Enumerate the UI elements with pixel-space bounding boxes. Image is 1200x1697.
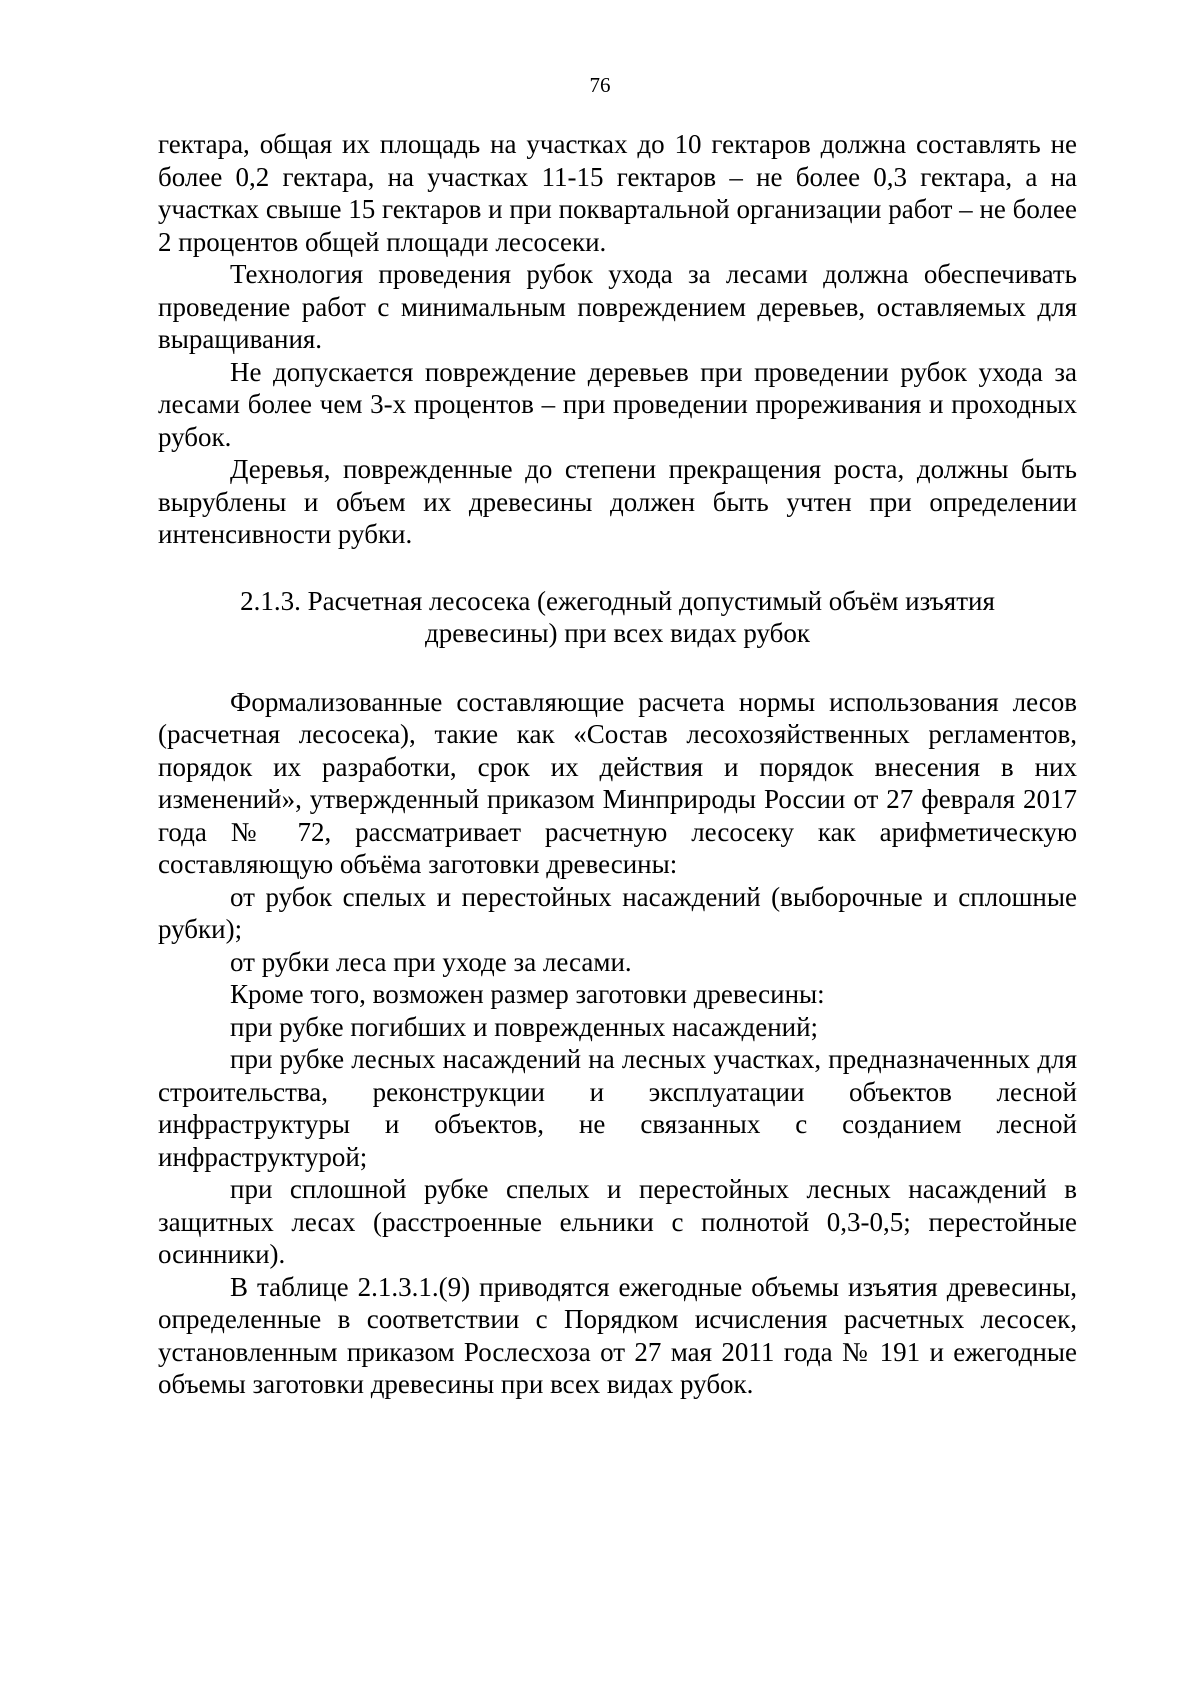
list-item-mature-stands: от рубок спелых и перестойных насаждений (выборочные и сплошные рубки);: [158, 881, 1077, 944]
paragraph-table-reference: В таблице 2.1.3.1.(9) приводятся ежегодные объемы изъятия древесины, определенные в соответствии с Порядком исчисления расчетных лесосек, установленным приказом Рослесхоза от 27 мая 2011 года № 191 и ежегодные объемы заготовки древесины при всех видах рубок.: [158, 1271, 1077, 1399]
page-number: 76: [589, 73, 611, 97]
section-heading-line-2: древесины) при всех видах рубок: [425, 618, 810, 648]
list-item-infrastructure: при рубке лесных насаждений на лесных участках, предназначенных для строительства, реконструкции и эксплуатации объектов лесной инфраструктуры и объектов, не связанных с созданием лесной инфраструктурой;: [158, 1044, 1077, 1172]
paragraph-additionally: Кроме того, возможен размер заготовки древесины:: [230, 979, 825, 1009]
paragraph-damage-limit: Не допускается повреждение деревьев при проведении рубок ухода за лесами более чем 3-х процентов – при проведении прореживания и проходных рубок.: [158, 356, 1077, 452]
paragraph-formalized-components: Формализованные составляющие расчета нормы использования лесов (расчетная лесосека), такие как «Состав лесохозяйственных регламентов, порядок их разработки, срок их действия и порядок внесения в них изменений», утвержденный приказом Минприроды России от 27 февраля 2017 года № 72, рассматривает расчетную лесосеку как арифметическую составляющую объёма заготовки древесины:: [158, 686, 1077, 879]
section-heading: [158, 585, 1077, 650]
list-item-protective-forests: при сплошной рубке спелых и перестойных лесных насаждений в защитных лесах (расстроенные ельники с полнотой 0,3-0,5; перестойные осинники).: [158, 1174, 1077, 1269]
section-heading-line-1: 2.1.3. Расчетная лесосека (ежегодный допустимый объём изъятия: [240, 585, 995, 616]
paragraph-technology: Технология проведения рубок ухода за лесами должна обеспечивать проведение работ с минимальным повреждением деревьев, оставляемых для выращивания.: [158, 259, 1077, 354]
paragraph-continuation: гектара, общая их площадь на участках до 10 гектаров должна составлять не более 0,2 гектара, на участках 11-15 гектаров – не более 0,3 гектара, а на участках свыше 15 гектаров и при поквартальной организации работ – не более 2 процентов общей площади лесосеки.: [158, 129, 1077, 257]
paragraph-damaged-trees: Деревья, поврежденные до степени прекращения роста, должны быть вырублены и объем их древесины должен быть учтен при определении интенсивности рубки.: [158, 454, 1077, 549]
page-body: [158, 128, 1077, 1401]
list-item-dead-stands: при рубке погибших и поврежденных насаждений;: [230, 1011, 819, 1042]
list-item-care-felling: от рубки леса при уходе за лесами.: [230, 946, 632, 977]
